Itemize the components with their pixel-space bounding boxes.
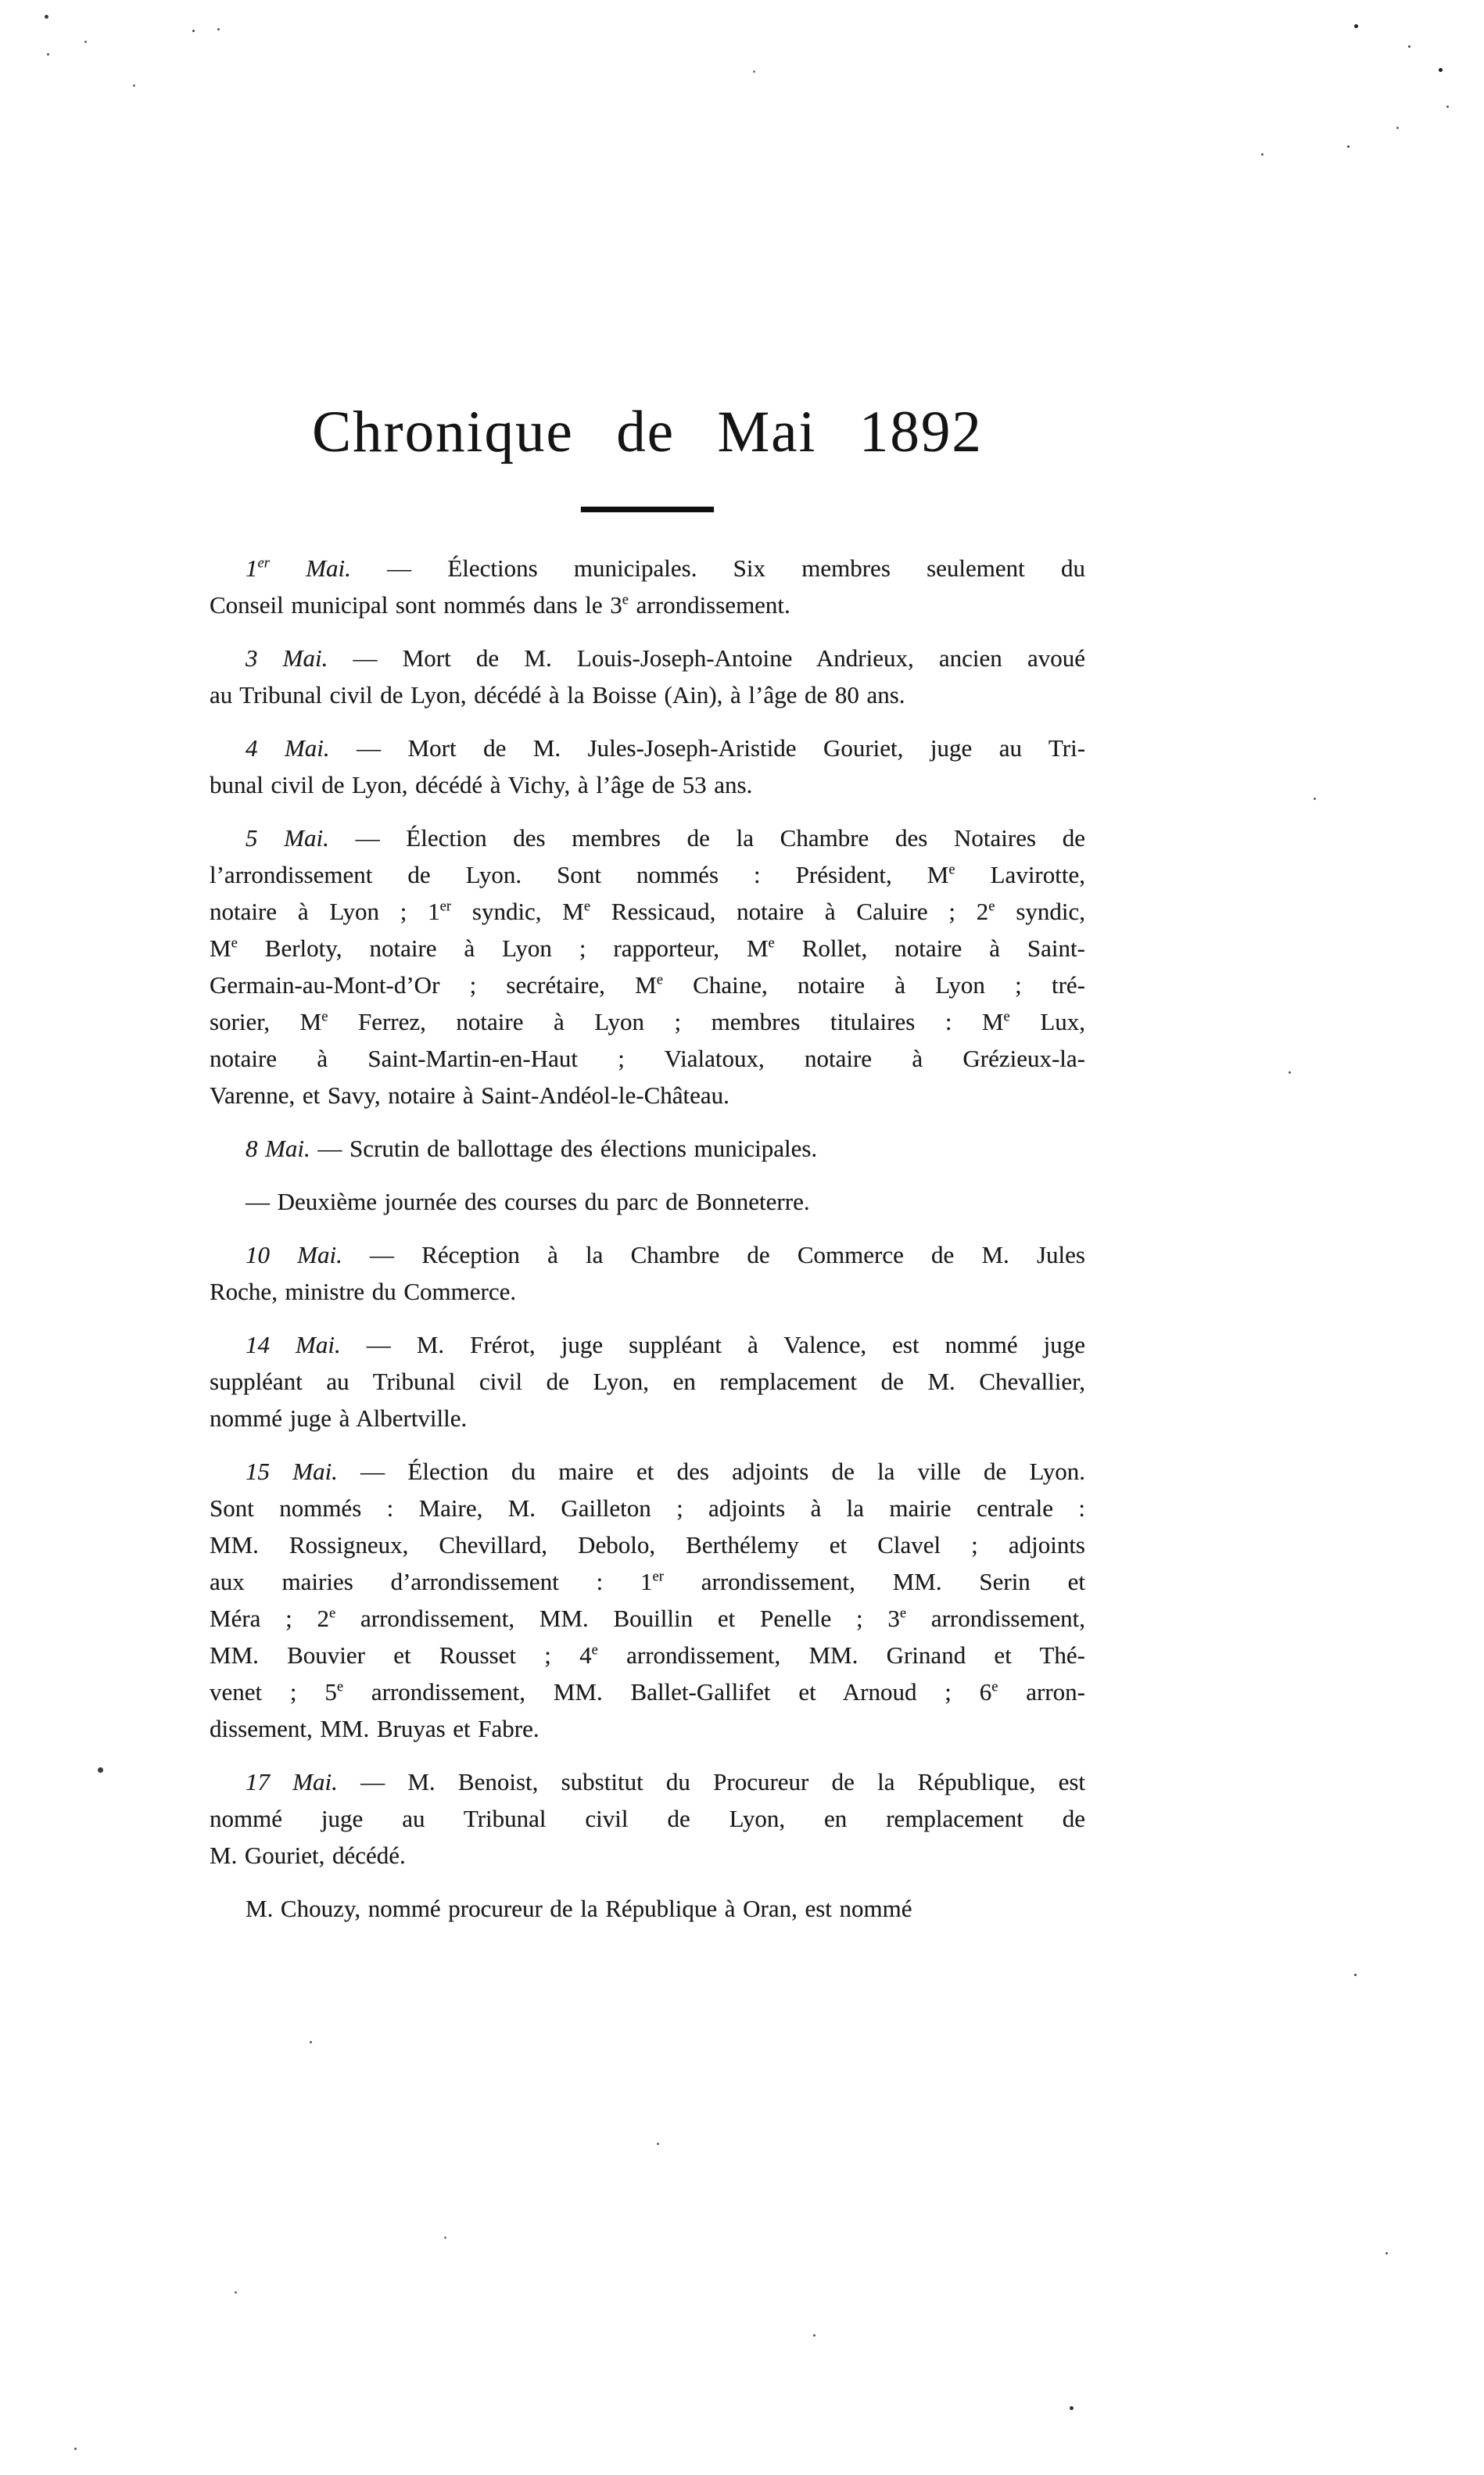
scan-noise-specks — [0, 0, 2, 2]
entry-line: bunal civil de Lyon, décédé à Vichy, à l’âge de 53 ans. — [210, 771, 753, 799]
entry-line: venet ; 5e arrondissement, MM. Ballet-Gallifet et Arnoud ; 6e arron- — [210, 1678, 1086, 1706]
chronicle-entry — [210, 550, 1085, 623]
entry-line: Méra ; 2e arrondissement, MM. Bouillin et Penelle ; 3e arrondissement, — [210, 1605, 1085, 1633]
entry-date: 4 Mai. — [246, 734, 330, 762]
page-content — [210, 399, 1085, 1943]
chronicle-entries — [210, 550, 1085, 1927]
entry-line: notaire à Lyon ; 1er syndic, Me Ressicaud, notaire à Caluire ; 2e syndic, — [210, 898, 1085, 926]
entry-line: Conseil municipal sont nommés dans le 3e arrondissement. — [210, 591, 790, 619]
entry-line: dissement, MM. Bruyas et Fabre. — [210, 1715, 539, 1743]
chronicle-entry — [210, 1890, 1085, 1927]
entry-line: notaire à Saint-Martin-en-Haut ; Vialatoux, notaire à Grézieux-la- — [210, 1045, 1085, 1073]
entry-line: Roche, ministre du Commerce. — [210, 1278, 517, 1306]
chronicle-entry — [210, 640, 1085, 713]
chronicle-entry — [210, 1326, 1085, 1437]
entry-date: 1er Mai. — [246, 554, 351, 583]
entry-line: 5 Mai. — Élection des membres de la Chambre des Notaires de — [246, 824, 1085, 852]
entry-line: — Deuxième journée des courses du parc de Bonneterre. — [246, 1188, 810, 1216]
entry-date: 8 Mai. — [246, 1135, 310, 1163]
entry-line: Germain-au-Mont-d’Or ; secrétaire, Me Chaine, notaire à Lyon ; tré- — [210, 971, 1085, 999]
entry-line: 8 Mai. — Scrutin de ballottage des élections municipales. — [246, 1135, 818, 1163]
entry-date: 17 Mai. — [246, 1768, 338, 1796]
chronicle-entry — [210, 730, 1085, 803]
entry-date: 15 Mai. — [246, 1458, 338, 1486]
entry-line: au Tribunal civil de Lyon, décédé à la Boisse (Ain), à l’âge de 80 ans. — [210, 681, 905, 709]
chronicle-entry — [210, 820, 1085, 1114]
entry-line: 17 Mai. — M. Benoist, substitut du Procureur de la République, est — [246, 1768, 1086, 1796]
entry-line: 3 Mai. — Mort de M. Louis-Joseph-Antoine Andrieux, ancien avoué — [246, 644, 1085, 673]
entry-line: Sont nommés : Maire, M. Gailleton ; adjoints à la mairie centrale : — [210, 1494, 1085, 1523]
chronicle-entry — [210, 1236, 1085, 1310]
chronicle-entry — [210, 1453, 1085, 1747]
entry-date: 3 Mai. — [246, 644, 328, 673]
entry-line: suppléant au Tribunal civil de Lyon, en remplacement de M. Chevallier, — [210, 1368, 1085, 1396]
entry-date: 14 Mai. — [246, 1331, 341, 1359]
entry-line: 14 Mai. — M. Frérot, juge suppléant à Valence, est nommé juge — [246, 1331, 1085, 1359]
entry-line: M. Gouriet, décédé. — [210, 1842, 406, 1870]
entry-line: l’arrondissement de Lyon. Sont nommés : Président, Me Lavirotte, — [210, 861, 1085, 889]
chronicle-entry — [210, 1183, 1085, 1220]
entry-line: Me Berloty, notaire à Lyon ; rapporteur, Me Rollet, notaire à Saint- — [210, 934, 1085, 963]
entry-line: sorier, Me Ferrez, notaire à Lyon ; membres titulaires : Me Lux, — [210, 1008, 1086, 1036]
chronicle-entry — [210, 1763, 1085, 1874]
chronicle-entry — [210, 1130, 1085, 1167]
entry-line: 1er Mai. — Élections municipales. Six membres seulement du — [246, 554, 1085, 583]
entry-line: 4 Mai. — Mort de M. Jules-Joseph-Aristide Gouriet, juge au Tri- — [246, 734, 1086, 762]
entry-line: M. Chouzy, nommé procureur de la République à Oran, est nommé — [246, 1895, 912, 1923]
entry-line: aux mairies d’arrondissement : 1er arrondissement, MM. Serin et — [210, 1568, 1085, 1596]
entry-line: 10 Mai. — Réception à la Chambre de Commerce de M. Jules — [246, 1241, 1085, 1269]
entry-line: MM. Bouvier et Rousset ; 4e arrondissement, MM. Grinand et Thé- — [210, 1641, 1085, 1670]
entry-date: 10 Mai. — [246, 1241, 342, 1269]
entry-line: nommé juge à Albertville. — [210, 1404, 468, 1433]
entry-line: 15 Mai. — Élection du maire et des adjoints de la ville de Lyon. — [246, 1458, 1085, 1486]
title-divider-rule — [581, 507, 714, 512]
entry-line: MM. Rossigneux, Chevillard, Debolo, Berthélemy et Clavel ; adjoints — [210, 1531, 1085, 1559]
page-title: Chronique de Mai 1892 — [312, 400, 983, 465]
entry-line: nommé juge au Tribunal civil de Lyon, en remplacement de — [210, 1805, 1085, 1833]
entry-line: Varenne, et Savy, notaire à Saint-Andéol-le-Château. — [210, 1081, 729, 1110]
entry-date: 5 Mai. — [246, 824, 329, 852]
